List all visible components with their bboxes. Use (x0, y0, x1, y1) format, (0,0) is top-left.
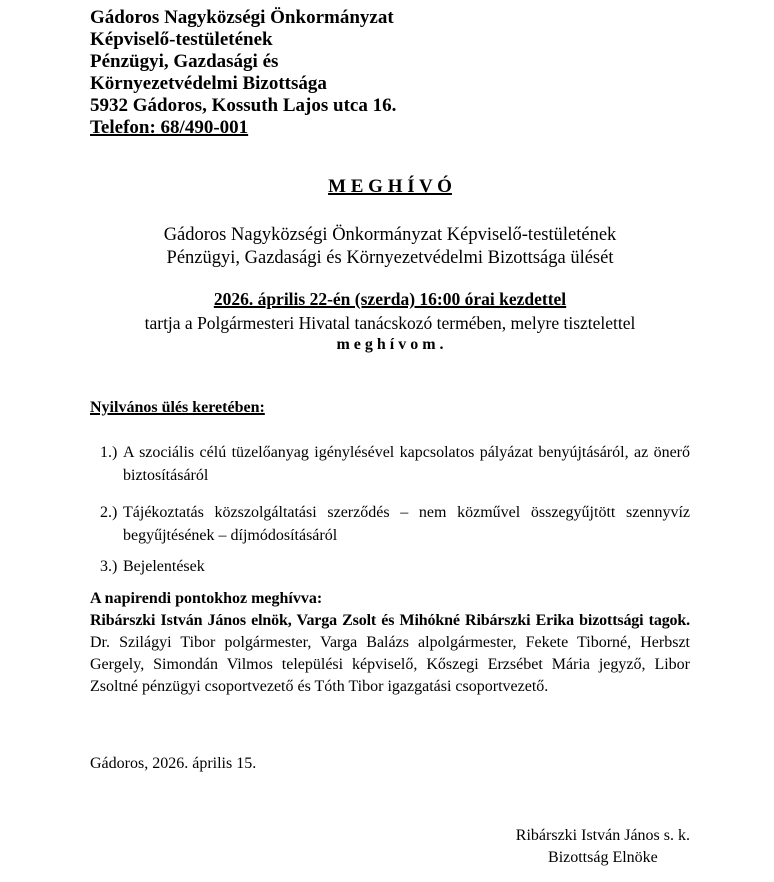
invitees-block (90, 588, 690, 698)
document-title (90, 176, 690, 198)
agenda-item-2 (90, 501, 690, 547)
intro-block (90, 224, 690, 270)
org-name-line-3: Pénzügyi, Gazdasági és (90, 51, 279, 72)
org-name-line-4: Környezetvédelmi Bizottsága (90, 73, 327, 94)
invitees-heading: A napirendi pontokhoz meghívva: (90, 590, 323, 607)
signature-name: Ribárszki István János s. k. (515, 827, 690, 844)
document-title-text: M E G H Í V Ó (328, 176, 452, 197)
agenda-item-3-number: 3.) (100, 558, 118, 575)
agenda-item-2-number: 2.) (100, 504, 118, 521)
org-name-line-2: Képviselő-testületének (90, 29, 273, 50)
org-name-line-1: Gádoros Nagyközségi Önkormányzat (90, 7, 394, 28)
agenda-item-2-text: Tájékoztatás közszolgáltatási szerződés – nem közművel összegyűjtött szennyvíz begyűjtésének – díjmódosításáról (123, 504, 690, 544)
agenda-item-1-text: A szociális célú tüzelőanyag igénylésével kapcsolatos pályázat benyújtásáról, az önerő biztosításáról (123, 444, 690, 484)
meeting-location-line: tartja a Polgármesteri Hivatal tanácskozó termében, melyre tisztelettel (144, 313, 636, 333)
meeting-datetime: 2026. április 22-én (szerda) 16:00 órai kezdettel (213, 289, 567, 309)
agenda-item-1 (90, 441, 690, 487)
intro-line-2: Pénzügyi, Gazdasági és Környezetvédelmi Bizottsága ülését (166, 248, 614, 268)
invitees-others: Dr. Szilágyi Tibor polgármester, Varga Balázs alpolgármester, Fekete Tiborné, Herbszt Gergely, Simondán Vilmos települési képviselő, Kőszegi Erzsébet Mária jegyző, Libor Zsoltné pénzügyi csoportvezető és Tóth Tibor igazgatási csoportvezető. (90, 634, 690, 695)
intro-line-1: Gádoros Nagyközségi Önkormányzat Képviselő-testületének (163, 225, 617, 245)
org-phone-line: Telefon: 68/490-001 (90, 117, 249, 138)
agenda-item-3-text: Bejelentések (123, 558, 205, 575)
meeting-invite-word: m e g h í v o m . (336, 336, 444, 353)
invitees-members: Ribárszki István János elnök, Varga Zsolt és Mihókné Ribárszki Erika bizottsági tagok. (90, 612, 690, 629)
agenda-item-1-number: 1.) (100, 444, 118, 461)
agenda-heading: Nyilvános ülés keretében: (90, 399, 265, 416)
agenda-item-3 (90, 555, 690, 578)
signature-block (90, 825, 690, 869)
org-address-line: 5932 Gádoros, Kossuth Lajos utca 16. (90, 95, 397, 116)
dateline: Gádoros, 2026. április 15. (90, 755, 257, 772)
signature-title: Bizottság Elnöke (548, 849, 658, 866)
org-letterhead (90, 7, 690, 139)
meeting-block (90, 288, 690, 356)
